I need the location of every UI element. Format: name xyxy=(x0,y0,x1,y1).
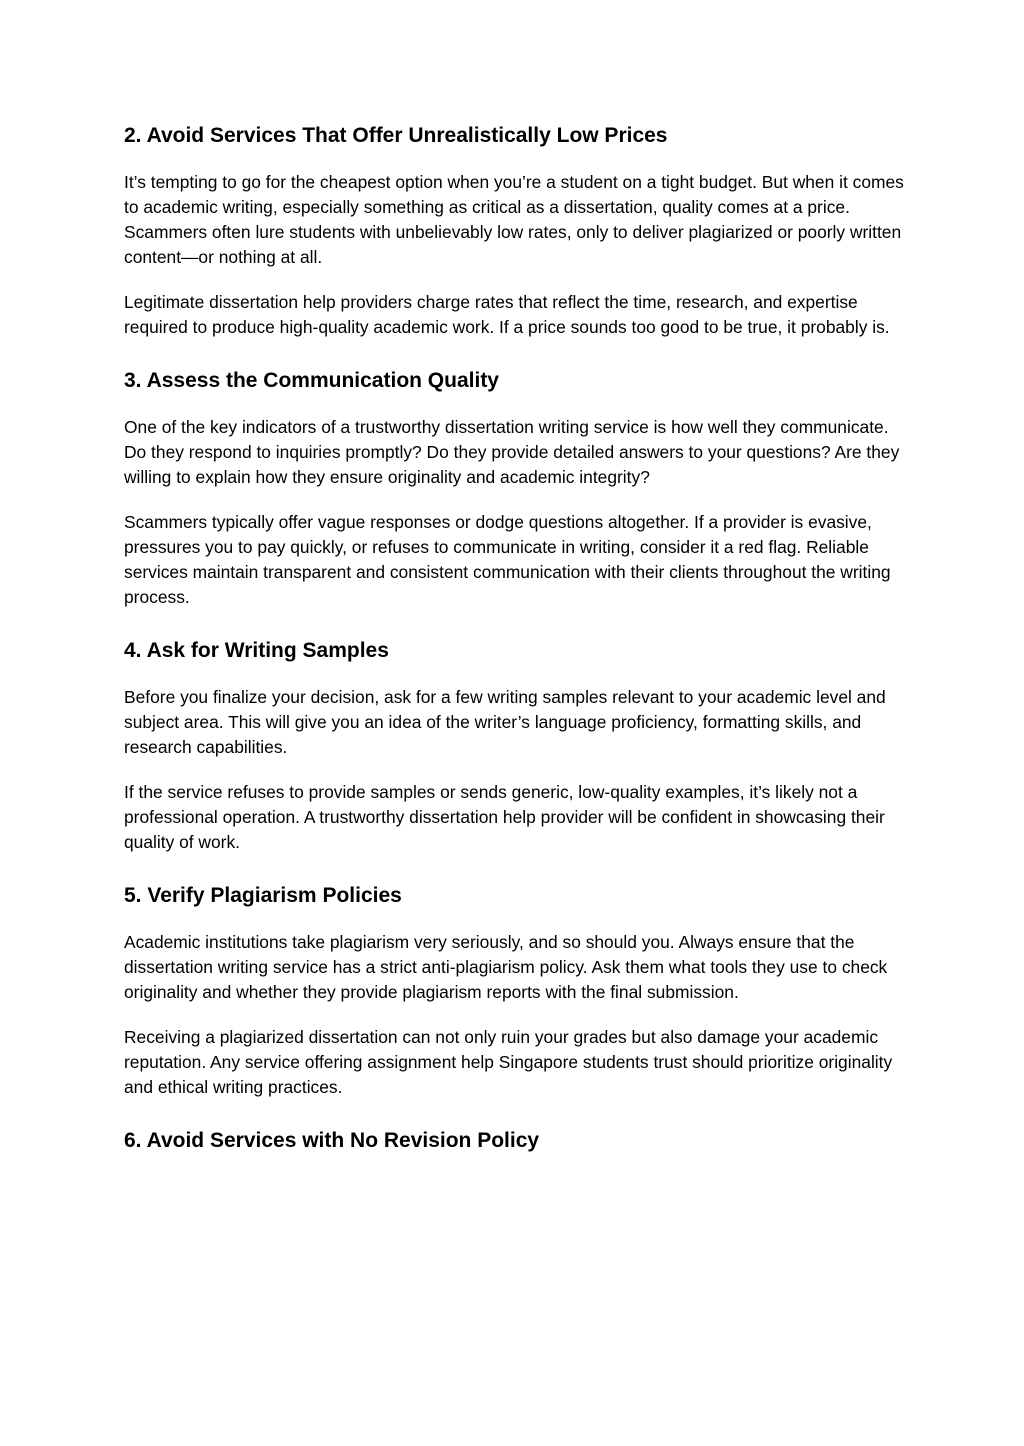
paragraph-writing-samples-2: If the service refuses to provide samples or sends generic, low-quality examples, it’s likely not a professional operation. A trustworthy dissertation help provider will be confident in showcasing their quality of work. xyxy=(124,782,885,852)
section-heading-writing-samples: 4. Ask for Writing Samples xyxy=(124,639,389,662)
section-heading-communication: 3. Assess the Communication Quality xyxy=(124,369,499,392)
paragraph-communication-1: One of the key indicators of a trustworthy dissertation writing service is how well they communicate. Do they respond to inquiries promptly? Do they provide detailed answers to your questions? Are they willing to explain how they ensure originality and academic integrity? xyxy=(124,417,900,487)
section-heading-plagiarism: 5. Verify Plagiarism Policies xyxy=(124,884,402,907)
paragraph-low-prices-2: Legitimate dissertation help providers charge rates that reflect the time, research, and expertise required to produce high-quality academic work. If a price sounds too good to be true, it probably is. xyxy=(124,292,890,337)
paragraph-plagiarism-1: Academic institutions take plagiarism very seriously, and so should you. Always ensure that the dissertation writing service has a strict anti-plagiarism policy. Ask them what tools they use to check originality and whether they provide plagiarism reports with the final submission. xyxy=(124,932,888,1002)
paragraph-plagiarism-2: Receiving a plagiarized dissertation can not only ruin your grades but also damage your academic reputation. Any service offering assignment help Singapore students trust should prioritize originality and ethical writing practices. xyxy=(124,1027,893,1097)
paragraph-communication-2: Scammers typically offer vague responses or dodge questions altogether. If a provider is evasive, pressures you to pay quickly, or refuses to communicate in writing, consider it a red flag. Reliable services maintain transparent and consistent communication with their clients throughout the writing process. xyxy=(124,512,891,607)
paragraph-low-prices-1: It’s tempting to go for the cheapest option when you’re a student on a tight budget. But when it comes to academic writing, especially something as critical as a dissertation, quality comes at a price. Scammers often lure students with unbelievably low rates, only to deliver plagiarized or poorly written content—or nothing at all. xyxy=(124,172,904,267)
document-page xyxy=(124,122,904,1155)
section-heading-revision-policy: 6. Avoid Services with No Revision Policy xyxy=(124,1129,540,1152)
paragraph-writing-samples-1: Before you finalize your decision, ask for a few writing samples relevant to your academic level and subject area. This will give you an idea of the writer’s language proficiency, formatting skills, and research capabilities. xyxy=(124,687,886,757)
section-heading-low-prices: 2. Avoid Services That Offer Unrealistically Low Prices xyxy=(124,124,668,147)
